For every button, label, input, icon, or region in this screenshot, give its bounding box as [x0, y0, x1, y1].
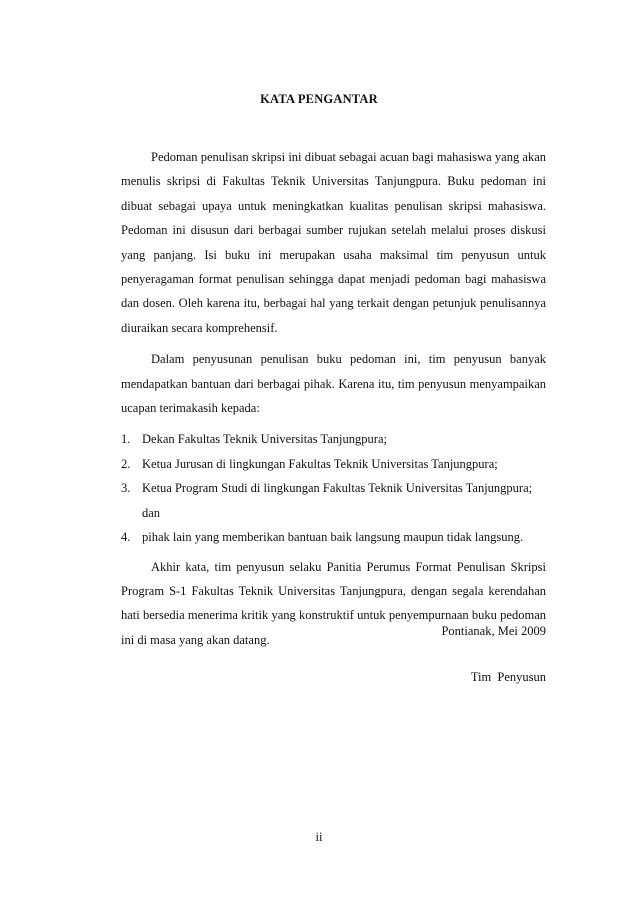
document-body	[121, 145, 546, 659]
page-number: ii	[315, 830, 323, 844]
signature: Tim Penyusun	[470, 670, 546, 684]
intro-paragraph: Pedoman penulisan skripsi ini dibuat sebagai acuan bagi mahasiswa yang akan menulis skripsi di Fakultas Teknik Universitas Tanjungpura. Buku pedoman ini dibuat sebagai upaya untuk meningkatkan kualitas penulisan skripsi mahasiswa. Pedoman ini disusun dari berbagai sumber rujukan setelah melalui proses diskusi yang panjang. Isi buku ini merupakan usaha maksimal tim penyusun untuk penyeragaman format penulisan sehingga dapat menjadi pedoman bagi mahasiswa dan dosen. Oleh karena itu, berbagai hal yang terkait dengan petunjuk penulisannya diuraikan secara komprehensif.	[121, 150, 546, 335]
place-date: Pontianak, Mei 2009	[441, 624, 546, 638]
acknowledgement-paragraph: Dalam penyusunan penulisan buku pedoman ini, tim penyusun banyak mendapatkan bantuan dari berbagai pihak. Karena itu, tim penyusun menyampaikan ucapan terimakasih kepada:	[121, 352, 546, 416]
list-item-number: 3.	[121, 481, 131, 496]
acknowledgement-list	[121, 427, 546, 549]
list-item-number: 2.	[121, 456, 131, 471]
list-item-number: 4.	[121, 530, 131, 545]
list-item-text: Dekan Fakultas Teknik Universitas Tanjungpura;	[142, 432, 387, 447]
list-item-text: Ketua Jurusan di lingkungan Fakultas Teknik Universitas Tanjungpura;	[142, 456, 498, 471]
list-item	[121, 427, 546, 451]
list-item	[121, 452, 546, 476]
list-item-number: 1.	[121, 432, 131, 447]
list-item	[121, 476, 546, 525]
page-title: KATA PENGANTAR	[260, 92, 378, 106]
list-item-text: Ketua Program Studi di lingkungan Fakultas Teknik Universitas Tanjungpura; dan	[142, 481, 533, 520]
list-item-text: pihak lain yang memberikan bantuan baik langsung maupun tidak langsung.	[142, 530, 524, 545]
list-item	[121, 525, 546, 549]
closing-paragraph: Akhir kata, tim penyusun selaku Panitia Perumus Format Penulisan Skripsi Program S-1 Fakultas Teknik Universitas Tanjungpura, dengan segala kerendahan hati bersedia menerima kritik yang konstruktif untuk penyempurnaan buku pedoman ini di masa yang akan datang.	[121, 559, 546, 647]
